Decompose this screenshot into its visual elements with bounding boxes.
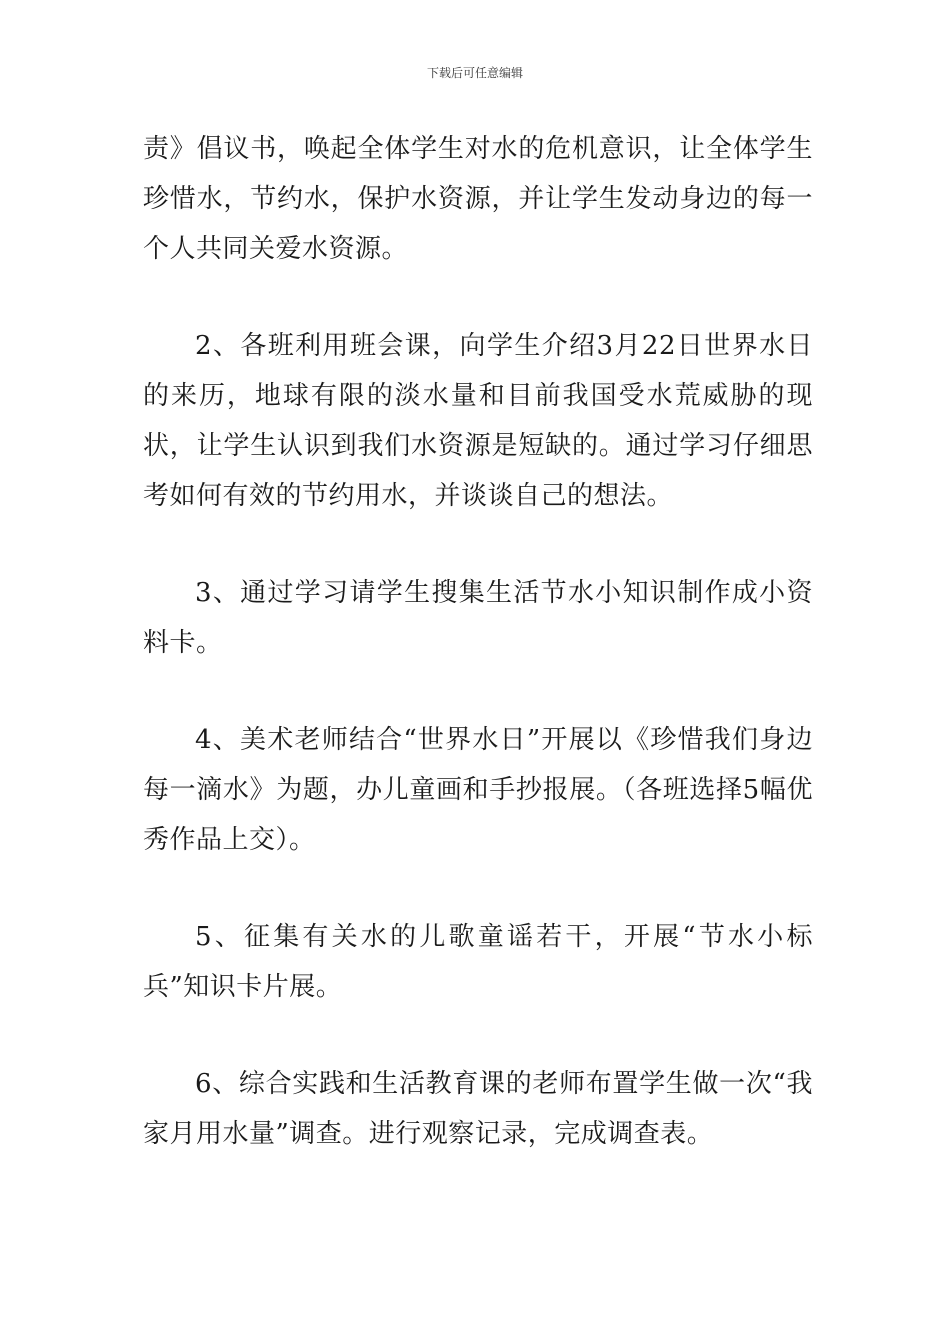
paragraph-intro-continuation: 责》倡议书，唤起全体学生对水的危机意识，让全体学生珍惜水，节约水，保护水资源，并让学生发动身边的每一个人共同关爱水资源。 [143,134,813,264]
paragraph-item-4: 4、美术老师结合“世界水日”开展以《珍惜我们身边每一滴水》为题，办儿童画和手抄报展。（各班选择5幅优秀作品上交）。 [143,725,813,855]
paragraph-item-3: 3、通过学习请学生搜集生活节水小知识制作成小资料卡。 [143,578,813,658]
paragraph-item-6: 6、综合实践和生活教育课的老师布置学生做一次“我家月用水量”调查。进行观察记录，完成调查表。 [143,1069,813,1149]
paragraph-item-2: 2、各班利用班会课，向学生介绍3月22日世界水日的来历，地球有限的淡水量和目前我国受水荒威胁的现状，让学生认识到我们水资源是短缺的。通过学习仔细思考如何有效的节约用水，并谈谈自己的想法。 [143,331,813,511]
page-header [0,64,950,82]
document-body [143,124,813,1206]
header-note: 下载后可任意编辑 [426,66,523,80]
paragraph-item-5: 5、征集有关水的儿歌童谣若干，开展“节水小标兵”知识卡片展。 [143,922,813,1002]
